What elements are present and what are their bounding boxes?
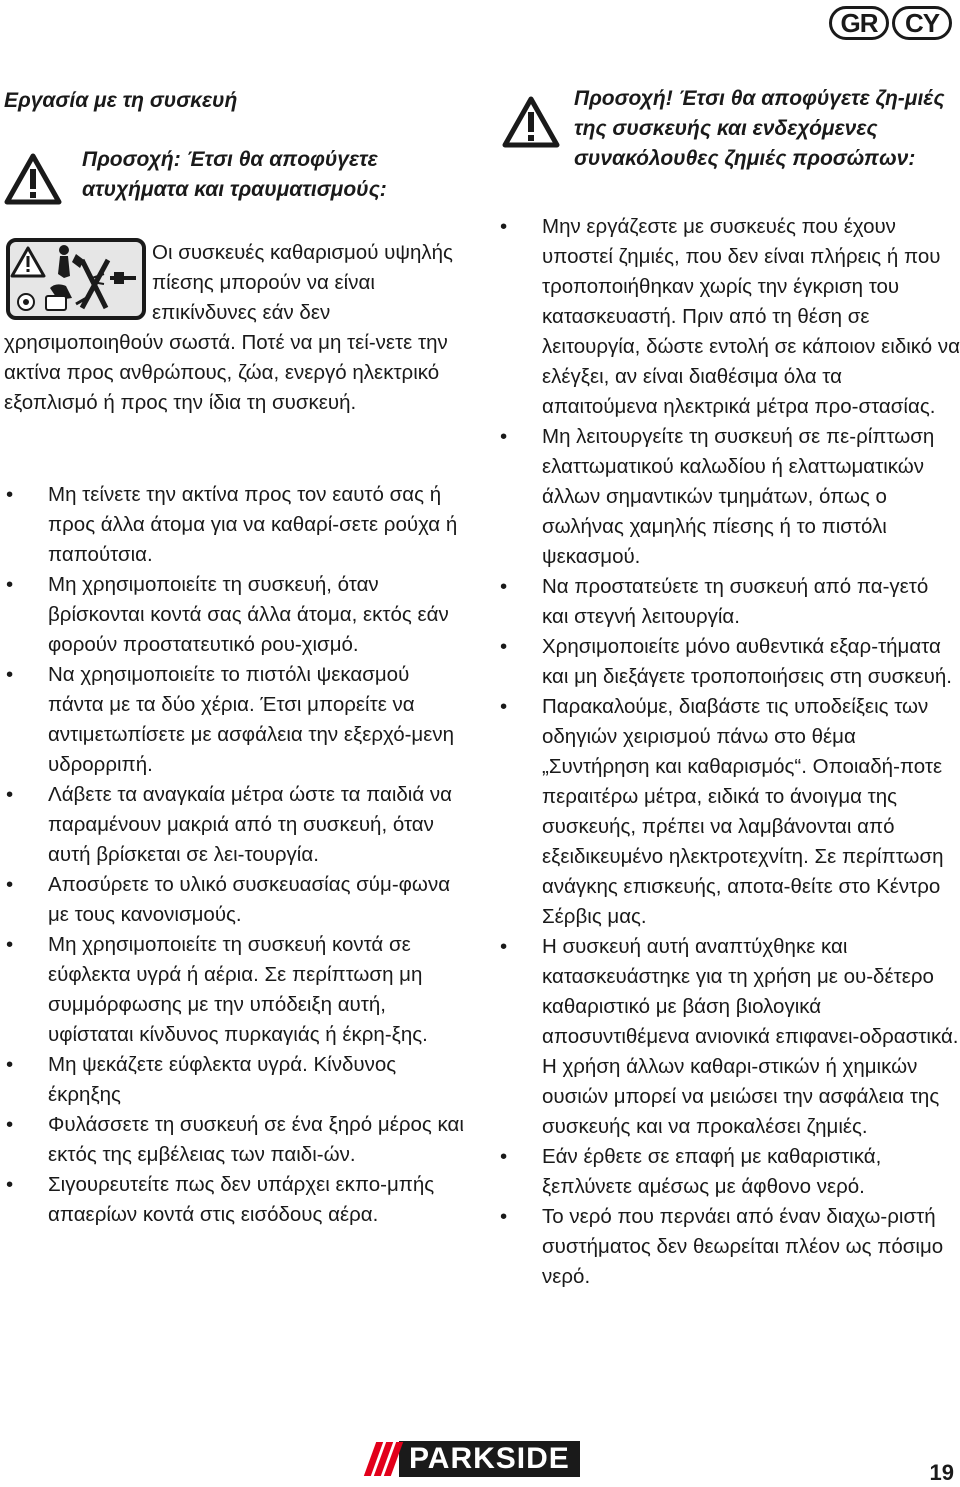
list-item: • Το νερό που περνάει από έναν διαχω-ριστή συστήματος δεν θεωρείται πλέον ως πόσιμο νερό. [498, 1202, 960, 1292]
list-item: • Να προστατεύετε τη συσκευή από πα-γετό και στεγνή λειτουργία. [498, 572, 960, 632]
left-bullet-list [4, 480, 466, 1230]
list-item: • Μην εργάζεστε με συσκευές που έχουν υποστεί ζημιές, που δεν είναι πλήρεις ή που τροποποιήθηκαν χωρίς την έγκριση του κατασκευαστή. Πριν από τη θέση σε λειτουργία, δώστε εντολή σε κάποιον ειδικό να ελέγξει, αν είναι διαθέσιμα όλα τα απαιτούμενα ηλεκτρικά μέτρα προ-στασίας. [498, 212, 960, 422]
parkside-logo [370, 1441, 580, 1477]
language-badges [829, 6, 952, 40]
intro-paragraph [4, 238, 466, 418]
lang-badge-gr: GR [829, 6, 889, 40]
list-item: • Αποσύρετε το υλικό συσκευασίας σύμ-φωνα με τους κανονισμούς. [4, 870, 466, 930]
list-item: • Λάβετε τα αναγκαία μέτρα ώστε τα παιδιά να παραμένουν μακριά από τη συσκευή, όταν αυτή βρίσκεται σε λει-τουργία. [4, 780, 466, 870]
list-item: • Μη τείνετε την ακτίνα προς τον εαυτό σας ή προς άλλα άτομα για να καθαρί-σετε ρούχα ή παπούτσια. [4, 480, 466, 570]
right-warning-block [498, 84, 960, 184]
intro-text: Οι συσκευές καθαρισμού υψηλής πίεσης μπορούν να είναι επικίνδυνες εάν δεν χρησιμοποιηθούν σωστά. Ποτέ να μη τεί-νετε την ακτίνα προς ανθρώπους, ζώα, ενεργό ηλεκτρικό εξοπλισμό ή προς την ίδια τη συσκευή. [4, 241, 453, 414]
list-item: • Χρησιμοποιείτε μόνο αυθεντικά εξαρ-τήματα και μη διεξάγετε τροποποιήσεις στη συσκευή. [498, 632, 960, 692]
warning-triangle-icon [4, 153, 62, 205]
list-item: • Παρακαλούμε, διαβάστε τις υποδείξεις των οδηγιών χειρισμού πάνω στο θέμα „Συντήρηση και καθαρισμός“. Οποιαδή-ποτε περαιτέρω μέτρα, ειδικά το άνοιγμα της συσκευής, πρέπει να λαμβάνονται από εξειδικευμένο ηλεκτροτεχνίτη. Σε περίπτωση ανάγκης επισκευής, αποτα-θείτε στο Κέντρο Σέρβις μας. [498, 692, 960, 932]
list-item: • Μη λειτουργείτε τη συσκευή σε πε-ρίπτωση ελαττωματικού καλωδίου ή ελαττωματικών άλλων σημαντικών τμημάτων, όπως ο σωλήνας χαμηλής πίεσης ή το πιστόλι ψεκασμού. [498, 422, 960, 572]
list-item: • Να χρησιμοποιείτε το πιστόλι ψεκασμού πάντα με τα δύο χέρια. Έτσι μπορείτε να αντιμετωπίσετε με ασφάλεια την εξερχό-μενη υδρορριπή. [4, 660, 466, 780]
list-item: • Η συσκευή αυτή αναπτύχθηκε και κατασκευάστηκε για τη χρήση με ου-δέτερο καθαριστικό με βάση βιολογικά αποσυντιθέμενα ανιονικά επιφανει-οδραστικά. Η χρήση άλλων καθαρι-στικών ή χημικών ουσιών μπορεί να μειώσει την ασφάλεια της συσκευής και να προκαλέσει ζημιές. [498, 932, 960, 1142]
right-warning-text: Προσοχή! Έτσι θα αποφύγετε ζη-μιές της συσκευής και ενδεχόμενες συνακόλουθες ζημιές προσώπων: [574, 87, 945, 170]
page-number: 19 [929, 1460, 954, 1485]
list-item: • Φυλάσσετε τη συσκευή σε ένα ξηρό μέρος και εκτός της εμβέλειας των παιδι-ών. [4, 1110, 466, 1170]
left-warning-block [0, 145, 478, 205]
list-item: • Μη χρησιμοποιείτε τη συσκευή κοντά σε εύφλεκτα υγρά ή αέρια. Σε περίπτωση μη συμμόρφωσης με την υπόδειξη αυτή, υφίσταται κίνδυνος πυρκαγιάς ή έκρη-ξης. [4, 930, 466, 1050]
list-item: • Εάν έρθετε σε επαφή με καθαριστικά, ξεπλύνετε αμέσως με άφθονο νερό. [498, 1142, 960, 1202]
section-title: Εργασία με τη συσκευή [4, 89, 238, 112]
warning-triangle-icon [502, 96, 560, 148]
list-item: • Σιγουρευτείτε πως δεν υπάρχει εκπο-μπής απαερίων κοντά στις εισόδους αέρα. [4, 1170, 466, 1230]
right-bullet-list [498, 212, 960, 1292]
list-item: • Μη ψεκάζετε εύφλεκτα υγρά. Κίνδυνος έκρηξης [4, 1050, 466, 1110]
brand-name: PARKSIDE [399, 1441, 580, 1477]
lang-badge-cy: CY [892, 6, 952, 40]
pictogram-spacer [4, 238, 152, 322]
list-item: • Μη χρησιμοποιείτε τη συσκευή, όταν βρίσκονται κοντά σας άλλα άτομα, εκτός εάν φορούν προστατευτικό ρου-χισμό. [4, 570, 466, 660]
left-warning-text: Προσοχή: Έτσι θα αποφύγετε ατυχήματα και τραυματισμούς: [82, 148, 387, 201]
logo-slashes-icon [370, 1442, 397, 1476]
